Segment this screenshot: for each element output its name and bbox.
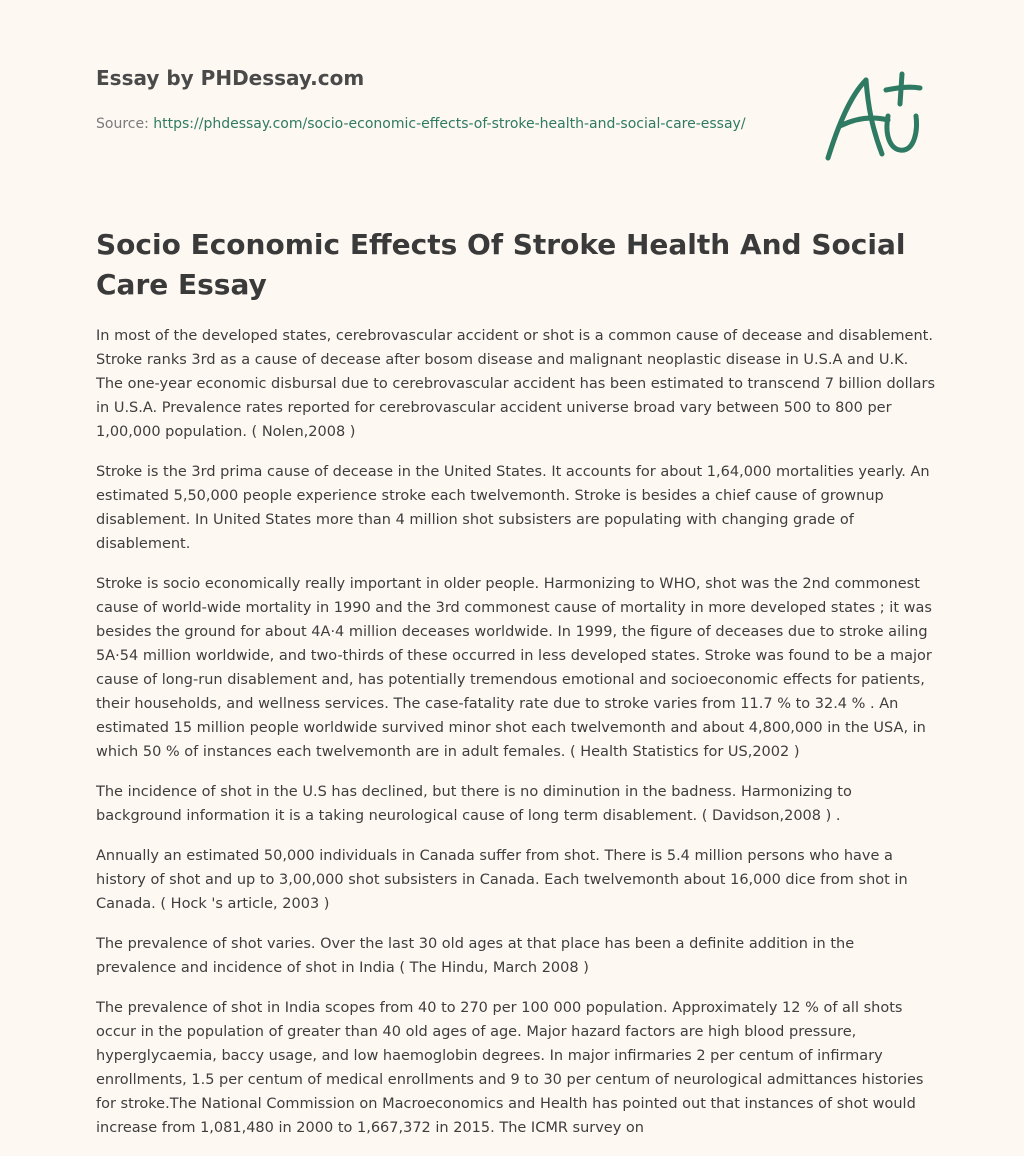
essay-body bbox=[96, 324, 936, 1142]
essay-title: Socio Economic Effects Of Stroke Health And Social Care Essay bbox=[96, 228, 906, 301]
paragraph: Stroke is the 3rd prima cause of decease in the United States. It accounts for about 1,64,000 mortalities yearly. An estimated 5,50,000 people experience stroke each twelvemonth. Stroke is besides a chief cause of grownup disablement. In United States more than 4 million shot subsisters are populating with changing grade of disablement. bbox=[96, 464, 930, 552]
paragraph: The prevalence of shot varies. Over the last 30 old ages at that place has been a definite addition in the prevalence and incidence of shot in India ( The Hindu, March 2008 ) bbox=[96, 936, 855, 976]
paragraph: In most of the developed states, cerebrovascular accident or shot is a common cause of decease and disablement. Stroke ranks 3rd as a cause of decease after bosom disease and malignant neoplastic disease in U.S.A and U.K. The one-year economic disbursal due to cerebrovascular accident has been estimated to transcend 7 billion dollars in U.S.A. Prevalence rates reported for cerebrovascular accident universe broad vary between 500 to 800 per 1,00,000 population. ( Nolen,2008 ) bbox=[96, 328, 936, 440]
source-line bbox=[96, 113, 786, 135]
paragraph: Stroke is socio economically really important in older people. Harmonizing to WHO, shot was the 2nd commonest cause of world-wide mortality in 1990 and the 3rd commonest cause of mortality in more developed states ; it was besides the ground for about 4A·4 million deceases worldwide. In 1999, the figure of deceases due to stroke ailing 5A·54 million worldwide, and two-thirds of these occurred in less developed states. Stroke was found to be a major cause of long-run disablement and, has potentially tremendous emotional and socioeconomic effects for patients, their households, and wellness services. The case-fatality rate due to stroke varies from 11.7 % to 32.4 % . An estimated 15 million people worldwide survived minor shot each twelvemonth and about 4,800,000 in the USA, in which 50 % of instances each twelvemonth are in adult females. ( Health Statistics for US,2002 ) bbox=[96, 576, 932, 760]
source-label: Source: bbox=[96, 116, 154, 132]
site-brand: Essay by PHDessay.com bbox=[96, 66, 365, 90]
paragraph: Annually an estimated 50,000 individuals in Canada suffer from shot. There is 5.4 million persons who have a history of shot and up to 3,00,000 shot subsisters in Canada. Each twelvemonth about 16,000 dice from shot in Canada. ( Hock 's article, 2003 ) bbox=[96, 848, 908, 912]
paragraph: The prevalence of shot in India scopes from 40 to 270 per 100 000 population. Approximately 12 % of all shots occur in the population of greater than 40 old ages of age. Major hazard factors are high blood pressure, hyperglycaemia, baccy usage, and low haemoglobin degrees. In major infirmaries 2 per centum of infirmary enrollments, 1.5 per centum of medical enrollments and 9 to 30 per centum of neurological admittances histories for stroke.The National Commission on Macroeconomics and Health has pointed out that instances of shot would increase from 1,081,480 in 2000 to 1,667,372 in 2015. The ICMR survey on bbox=[96, 1000, 924, 1136]
paragraph: The incidence of shot in the U.S has declined, but there is no diminution in the badness. Harmonizing to background information it is a taking neurological cause of long term disablement. ( Davidson,2008 ) . bbox=[96, 784, 852, 824]
a-plus-logo-icon bbox=[822, 66, 926, 166]
source-link[interactable]: https://phdessay.com/socio-economic-effects-of-stroke-health-and-social-care-essay/ bbox=[153, 116, 746, 132]
